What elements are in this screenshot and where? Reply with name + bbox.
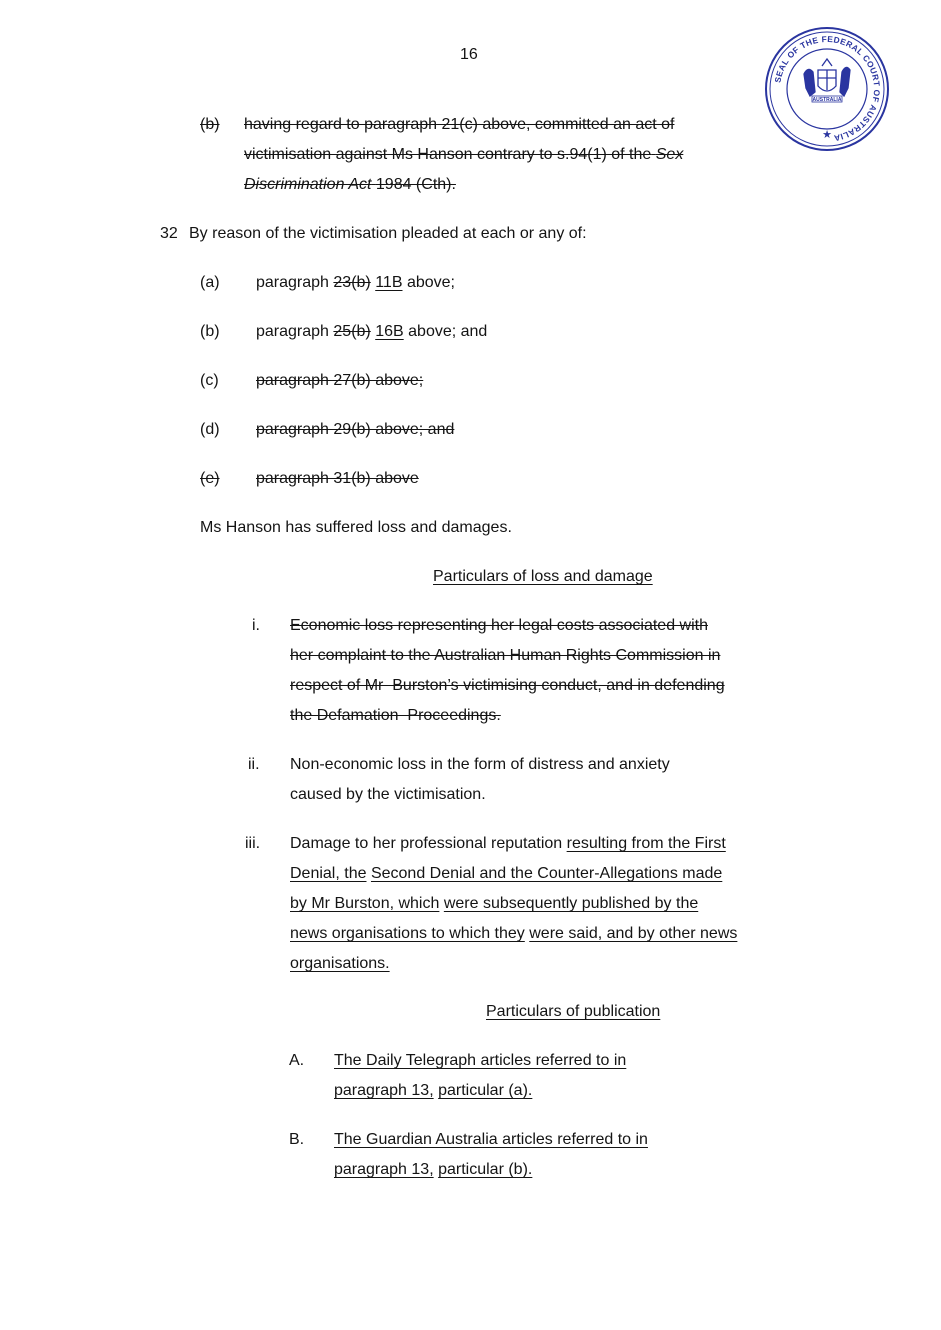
court-seal: [764, 26, 890, 152]
particular-iii-line3: by Mr Burston, which were subsequently published by the: [290, 895, 699, 912]
particulars-publication-heading: Particulars of publication: [486, 1003, 661, 1020]
particular-i-label: i.: [252, 617, 260, 634]
publication-a-line1: The Daily Telegraph articles referred to in: [334, 1052, 627, 1069]
publication-a-line2: paragraph 13, particular (a).: [334, 1082, 533, 1099]
particular-i-line2: her complaint to the Australian Human Rights Commission in: [290, 647, 721, 664]
particular-i-line4: the Defamation Proceedings.: [290, 707, 501, 724]
particular-i-line1: Economic loss representing her legal costs associated with: [290, 617, 708, 634]
para32-number: 32: [160, 225, 178, 242]
para32-conclusion: Ms Hanson has suffered loss and damages.: [200, 519, 512, 536]
para31b-line3: Discrimination Act 1984 (Cth).: [244, 176, 456, 193]
item-d-label: (d): [200, 421, 220, 438]
page-number: 16: [460, 46, 478, 63]
particulars-loss-heading: Particulars of loss and damage: [433, 568, 653, 585]
para31b-line1: having regard to paragraph 21(c) above, committed an act of: [244, 116, 675, 133]
publication-b-line2: paragraph 13, particular (b).: [334, 1161, 533, 1178]
publication-b-label: B.: [289, 1131, 305, 1148]
item-e-text: paragraph 31(b) above: [256, 470, 419, 487]
publication-a-label: A.: [289, 1052, 305, 1069]
item-e-label: (e): [200, 470, 220, 487]
item-d-text: paragraph 29(b) above; and: [256, 421, 455, 438]
particular-ii-line1: Non-economic loss in the form of distress and anxiety: [290, 756, 670, 773]
item-c-label: (c): [200, 372, 219, 389]
item-b-text: paragraph 25(b) 16B above; and: [256, 323, 488, 340]
particular-iii-line2: Denial, the Second Denial and the Counter-Allegations made: [290, 865, 723, 882]
svg-text:SEAL OF THE FEDERAL COURT OF A: SEAL OF THE FEDERAL COURT OF AUSTRALIA: [772, 33, 883, 144]
item-b-label: (b): [200, 323, 220, 340]
item-a-text: paragraph 23(b) 11B above;: [256, 274, 455, 291]
publication-b-line1: The Guardian Australia articles referred to in: [334, 1131, 648, 1148]
svg-text:★: ★: [822, 129, 832, 141]
item-c-text: paragraph 27(b) above;: [256, 372, 424, 389]
particular-iii-label: iii.: [245, 835, 261, 852]
particular-ii-label: ii.: [248, 756, 260, 773]
particular-iii-line1: Damage to her professional reputation resulting from the First: [290, 835, 726, 852]
svg-text:AUSTRALIA: AUSTRALIA: [812, 97, 842, 103]
particular-ii-line2: caused by the victimisation.: [290, 786, 486, 803]
particular-i-line3: respect of Mr Burston’s victimising conduct, and in defending: [290, 677, 725, 694]
para32-intro: By reason of the victimisation pleaded at each or any of:: [189, 225, 587, 242]
particular-iii-line5: organisations.: [290, 955, 390, 972]
particular-iii-line4: news organisations to which they were said, and by other news: [290, 925, 738, 942]
para31b-line2: victimisation against Ms Hanson contrary to s.94(1) of the Sex: [244, 146, 684, 163]
item-a-label: (a): [200, 274, 220, 291]
para31b-label: (b): [200, 116, 220, 133]
